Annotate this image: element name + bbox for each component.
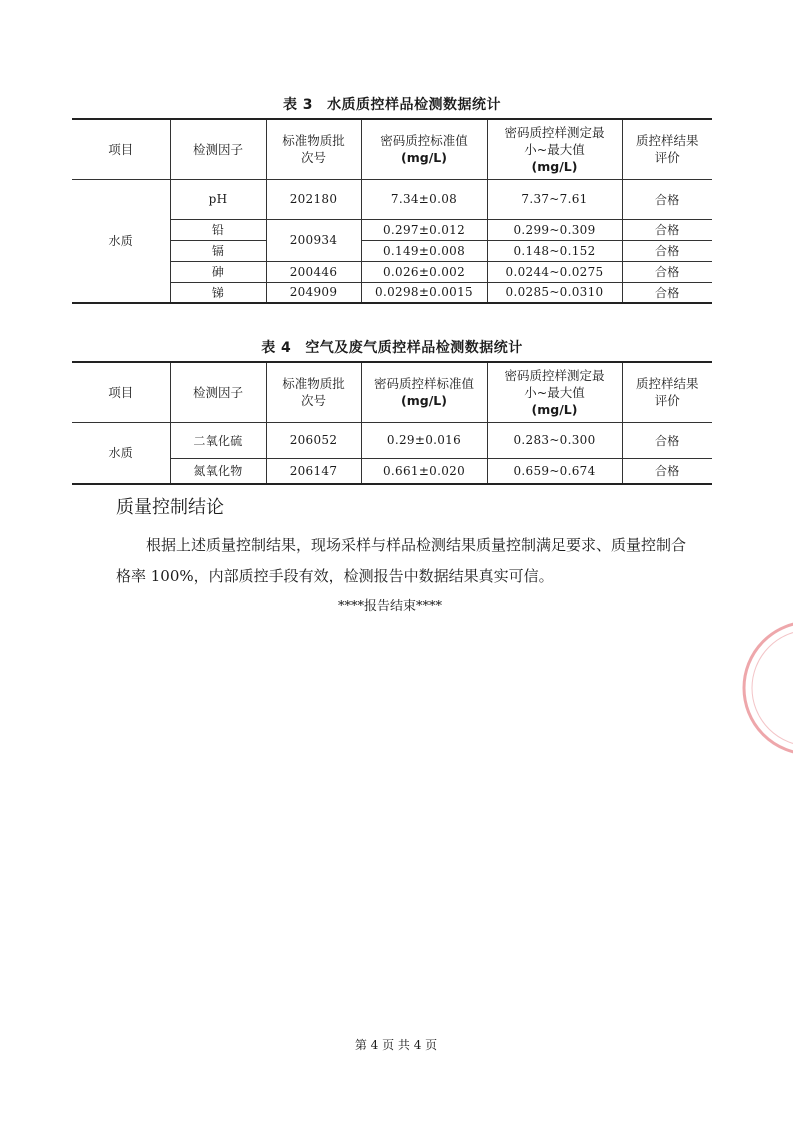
table3-cell-result: 合格 <box>622 240 712 261</box>
table3-group-label: 水质 <box>72 179 170 303</box>
table3-cell-batch: 202180 <box>266 179 361 219</box>
table3-caption <box>72 94 712 114</box>
table3-caption-title: 水质质控样品检测数据统计 <box>327 97 502 113</box>
table3-cell-result: 合格 <box>622 219 712 240</box>
table3-header-factor: 检测因子 <box>170 119 266 179</box>
report-end-mark: ****报告结束**** <box>337 599 442 614</box>
table3-header-measured-text: 密码质控样测定最小~最大值 <box>504 124 605 157</box>
table3-cell-factor: 砷 <box>170 261 266 282</box>
table3-cell-std: 0.149±0.008 <box>361 240 487 261</box>
table3-header-batch <box>266 119 361 179</box>
table4-header-batch <box>266 362 361 422</box>
seal-stamp <box>700 618 793 758</box>
table4-cell-factor: 氮氧化物 <box>170 458 266 484</box>
table3-cell-batch: 200446 <box>266 261 361 282</box>
table3-cell-std: 0.0298±0.0015 <box>361 282 487 303</box>
table3-cell-range: 7.37~7.61 <box>487 179 622 219</box>
table3-header-measured <box>487 119 622 179</box>
table3-header-std-text: 密码质控标准值 <box>380 133 468 149</box>
table3-cell-factor: 铅 <box>170 219 266 240</box>
table-row <box>72 422 712 458</box>
table3-header-std-unit: (mg/L) <box>401 150 447 166</box>
table3-header-project: 项目 <box>72 119 170 179</box>
table3-cell-std: 7.34±0.08 <box>361 179 487 219</box>
table3-cell-batch: 204909 <box>266 282 361 303</box>
table4-cell-range: 0.659~0.674 <box>487 458 622 484</box>
table3-caption-number: 表 3 <box>282 97 314 113</box>
table3-header-batch-text: 标准物质批次号 <box>282 133 345 166</box>
table3-cell-range: 0.0285~0.0310 <box>487 282 622 303</box>
table3-cell-factor: 镉 <box>170 240 266 261</box>
table3-header-result-text: 质控样结果评价 <box>635 133 699 166</box>
table4-header-measured <box>487 362 622 422</box>
conclusion-title: 质量控制结论 <box>116 497 224 518</box>
seal-stamp-graphic <box>700 618 793 758</box>
table3-header-result <box>622 119 712 179</box>
table4-cell-result: 合格 <box>622 458 712 484</box>
table4-cell-range: 0.283~0.300 <box>487 422 622 458</box>
table4-cell-std: 0.29±0.016 <box>361 422 487 458</box>
table3-cell-range: 0.0244~0.0275 <box>487 261 622 282</box>
table4-cell-std: 0.661±0.020 <box>361 458 487 484</box>
table3-header-measured-unit: (mg/L) <box>531 158 578 174</box>
table4-cell-result: 合格 <box>622 422 712 458</box>
table4-header-std-unit: (mg/L) <box>401 393 447 409</box>
table4-header-std-text: 密码质控样标准值 <box>373 376 474 392</box>
table4-header-row <box>72 362 712 422</box>
table4-cell-batch: 206052 <box>266 422 361 458</box>
table3-cell-range: 0.299~0.309 <box>487 219 622 240</box>
table-row <box>72 179 712 219</box>
table4 <box>72 361 712 485</box>
table3-cell-range: 0.148~0.152 <box>487 240 622 261</box>
table4-cell-factor: 二氧化硫 <box>170 422 266 458</box>
table4-header-result <box>622 362 712 422</box>
table3-header-std <box>361 119 487 179</box>
table3-cell-result: 合格 <box>622 282 712 303</box>
table3-cell-std: 0.026±0.002 <box>361 261 487 282</box>
table3-cell-result: 合格 <box>622 179 712 219</box>
table4-caption-number: 表 4 <box>261 340 292 356</box>
table4-header-std <box>361 362 487 422</box>
table4-header-batch-text: 标准物质批次号 <box>282 376 345 409</box>
conclusion-paragraph: 根据上述质量控制结果，现场采样与样品检测结果质量控制满足要求、质量控制合格率 100%，内部质控手段有效，检测报告中数据结果真实可信。 <box>116 536 687 585</box>
table3-cell-factor: pH <box>170 179 266 219</box>
table4-header-measured-unit: (mg/L) <box>531 401 578 417</box>
table4-cell-batch: 206147 <box>266 458 361 484</box>
table3-cell-factor: 锑 <box>170 282 266 303</box>
table4-group-label: 水质 <box>72 422 170 484</box>
table3-cell-result: 合格 <box>622 261 712 282</box>
table3 <box>72 118 712 304</box>
table3-cell-batch: 200934 <box>266 219 361 261</box>
table3-header-row <box>72 119 712 179</box>
table4-header-factor: 检测因子 <box>170 362 266 422</box>
table4-caption <box>72 337 712 357</box>
table4-header-measured-text: 密码质控样测定最小~最大值 <box>504 367 605 400</box>
table4-header-project: 项目 <box>72 362 170 422</box>
table3-cell-std: 0.297±0.012 <box>361 219 487 240</box>
page-number: 第 4 页 共 4 页 <box>354 1038 438 1052</box>
table4-header-result-text: 质控样结果评价 <box>635 376 699 409</box>
table4-caption-title: 空气及废气质控样品检测数据统计 <box>305 340 523 356</box>
